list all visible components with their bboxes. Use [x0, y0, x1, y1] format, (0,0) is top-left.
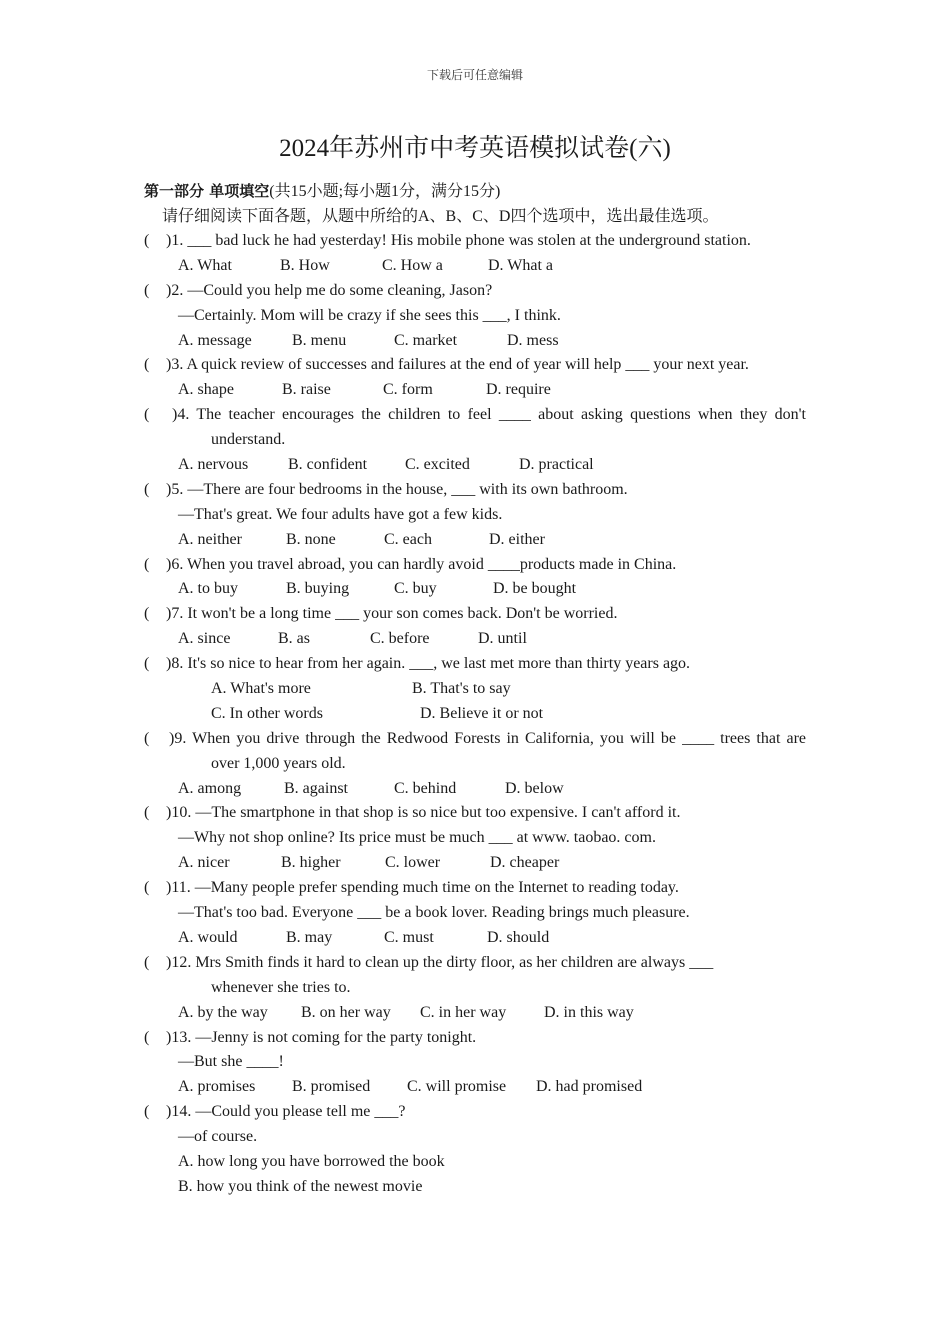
question-continuation: over 1,000 years old.: [211, 754, 346, 772]
option-b: B. against: [284, 779, 348, 797]
option-d: D. be bought: [493, 580, 577, 598]
options-row: [144, 378, 806, 403]
option-c: C. In other words: [211, 704, 323, 722]
instruction: 请仔细阅读下面各题，从题中所给的A、B、C、D四个选项中，选出最佳选项。: [162, 208, 719, 225]
option-b: B. as: [278, 630, 310, 648]
option-d: D. require: [486, 381, 551, 399]
option-c: C. buy: [394, 580, 437, 598]
options-row: [144, 926, 806, 951]
option-d: D. Believe it or not: [420, 704, 544, 722]
answer-bracket: (: [144, 555, 150, 573]
options-row: [144, 627, 806, 652]
question-13: [144, 1026, 806, 1051]
option-d: D. practical: [519, 456, 594, 474]
question-stem: )13. —Jenny is not coming for the party tonight.: [166, 1028, 477, 1046]
answer-bracket: (: [144, 356, 150, 374]
option-a: A. among: [178, 779, 242, 797]
dialogue-line: —That's great. We four adults have got a few kids.: [178, 505, 503, 523]
option-a: A. message: [178, 331, 252, 349]
option-b: B. menu: [292, 331, 347, 349]
question-8: [144, 652, 806, 677]
dialogue-line: —Why not shop online? Its price must be much ___ at www. taobao. com.: [178, 829, 656, 847]
option-a: A. What's more: [211, 680, 311, 698]
option-a: A. to buy: [178, 580, 238, 598]
answer-bracket: (: [144, 804, 150, 822]
question-stem: )8. It's so nice to hear from her again. ___, we last met more than thirty years ago.: [166, 655, 691, 673]
dialogue-line: —Certainly. Mom will be crazy if she sees this ___, I think.: [178, 306, 561, 324]
question-stem: )10. —The smartphone in that shop is so nice but too expensive. I can't afford it.: [166, 804, 681, 822]
options-row: [144, 851, 806, 876]
section-heading: [144, 179, 500, 204]
answer-bracket: (: [144, 879, 150, 897]
option-a: A. What: [178, 256, 232, 274]
question-stem: )7. It won't be a long time ___ your son comes back. Don't be worried.: [166, 605, 618, 623]
question-10: [144, 801, 806, 826]
option-d: D. mess: [507, 331, 559, 349]
options-row: [144, 329, 806, 354]
answer-bracket: (: [144, 1103, 150, 1121]
header-note: 下载后可任意编辑: [426, 68, 523, 82]
option-b: B. That's to say: [412, 680, 511, 698]
option-a: A. how long you have borrowed the book: [178, 1152, 445, 1170]
page-title: 2024年苏州市中考英语模拟试卷(六): [279, 135, 671, 162]
question-stem: )12. Mrs Smith finds it hard to clean up the dirty floor, as her children are always ___: [166, 953, 714, 971]
answer-bracket: (: [144, 729, 150, 747]
question-stem: )1. ___ bad luck he had yesterday! His mobile phone was stolen at the underground station.: [166, 232, 751, 249]
question-11: [144, 876, 806, 901]
option-d: D. had promised: [536, 1078, 643, 1096]
option-d: D. until: [478, 630, 527, 648]
question-3: [144, 353, 806, 378]
question-stem: )2. —Could you help me do some cleaning, Jason?: [166, 281, 493, 299]
question-4: [144, 403, 806, 428]
option-c: C. form: [383, 381, 433, 399]
option-b: B. promised: [292, 1078, 371, 1096]
options-row: [144, 777, 806, 802]
question-5: [144, 478, 806, 503]
option-b: B. confident: [288, 456, 368, 474]
question-14: [144, 1100, 806, 1125]
option-b: B. none: [286, 530, 336, 548]
question-6: [144, 553, 806, 578]
option-c: C. in her way: [420, 1003, 507, 1021]
option-d: D. should: [487, 928, 550, 946]
option-b: B. on her way: [301, 1003, 391, 1021]
section-info: (共15小题;每小题1分，满分15分): [269, 183, 501, 200]
answer-bracket: (: [144, 480, 150, 498]
option-a: A. shape: [178, 381, 234, 399]
option-d: D. in this way: [544, 1003, 634, 1021]
option-c: C. before: [370, 630, 430, 648]
options-row: [144, 528, 806, 553]
question-stem: )9. When you drive through the Redwood Forests in California, you will be ____ trees that are: [169, 729, 806, 747]
question-list: [144, 229, 806, 1200]
option-a: A. would: [178, 928, 238, 946]
question-stem: )3. A quick review of successes and failures at the end of year will help ___ your next year.: [166, 356, 749, 374]
question-stem: )4. The teacher encourages the children to feel ____ about asking questions when they don't: [172, 406, 806, 424]
option-c: C. will promise: [407, 1078, 507, 1096]
option-a: A. promises: [178, 1078, 256, 1096]
option-c: C. lower: [385, 854, 441, 872]
question-stem: )5. —There are four bedrooms in the house, ___ with its own bathroom.: [166, 480, 628, 498]
option-c: C. behind: [394, 779, 457, 797]
dialogue-line: —But she ____!: [178, 1053, 284, 1071]
option-c: C. must: [384, 928, 434, 946]
option-c: C. market: [394, 331, 458, 349]
options-row: [144, 1001, 806, 1026]
options-row: [144, 677, 806, 702]
options-row: [144, 453, 806, 478]
option-d: D. What a: [488, 256, 554, 274]
answer-bracket: (: [144, 953, 150, 971]
options-row: [144, 254, 806, 279]
option-a: A. nervous: [178, 456, 249, 474]
answer-bracket: (: [144, 232, 150, 249]
question-9: [144, 727, 806, 752]
answer-bracket: (: [144, 655, 150, 673]
question-stem: )6. When you travel abroad, you can hardly avoid ____products made in China.: [166, 555, 677, 573]
option-b: B. raise: [282, 381, 331, 399]
option-b: B. higher: [281, 854, 341, 872]
question-2: [144, 279, 806, 304]
option-d: D. either: [489, 530, 545, 548]
question-continuation: understand.: [211, 431, 286, 449]
options-row: [144, 577, 806, 602]
question-7: [144, 602, 806, 627]
question-12: [144, 951, 806, 976]
option-a: A. since: [178, 630, 231, 648]
answer-bracket: (: [144, 281, 150, 299]
option-c: C. each: [384, 530, 432, 548]
options-row: [144, 702, 806, 727]
dialogue-line: —That's too bad. Everyone ___ be a book lover. Reading brings much pleasure.: [178, 904, 690, 922]
options-row: [144, 1075, 806, 1100]
question-continuation: whenever she tries to.: [211, 978, 351, 996]
answer-bracket: (: [144, 406, 150, 424]
option-b: B. How: [280, 256, 330, 274]
question-stem: )14. —Could you please tell me ___?: [166, 1103, 406, 1121]
question-1: [144, 229, 806, 254]
option-d: D. cheaper: [490, 854, 560, 872]
option-a: A. neither: [178, 530, 242, 548]
option-b: B. how you think of the newest movie: [178, 1177, 423, 1195]
option-a: A. nicer: [178, 854, 230, 872]
answer-bracket: (: [144, 605, 150, 623]
option-b: B. buying: [286, 580, 350, 598]
option-a: A. by the way: [178, 1003, 268, 1021]
option-b: B. may: [286, 928, 333, 946]
dialogue-line: —of course.: [178, 1128, 258, 1146]
answer-bracket: (: [144, 1028, 150, 1046]
option-c: C. How a: [382, 256, 443, 274]
question-stem: )11. —Many people prefer spending much time on the Internet to reading today.: [166, 879, 679, 897]
option-d: D. below: [505, 779, 564, 797]
section-title: 第一部分 单项填空: [144, 182, 270, 200]
option-c: C. excited: [405, 456, 470, 474]
